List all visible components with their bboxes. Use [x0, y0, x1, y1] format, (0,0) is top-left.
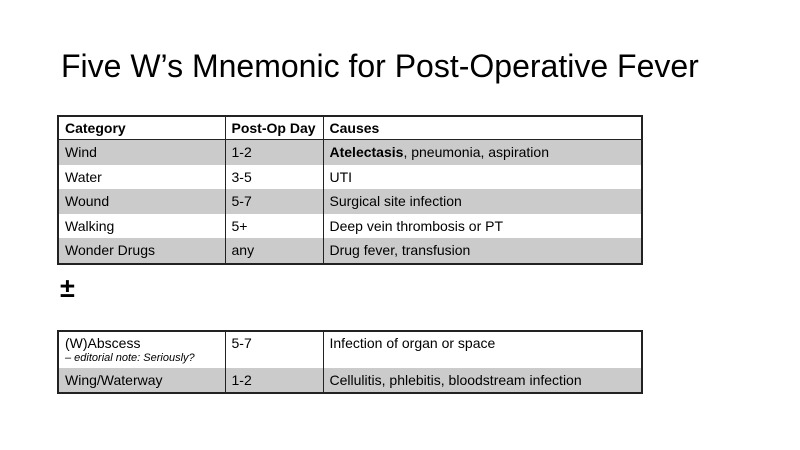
cell-category: Wound — [65, 193, 110, 210]
cell-causes — [323, 140, 642, 165]
table-header-row — [58, 116, 642, 140]
cell-postop-day: 3-5 — [225, 165, 323, 190]
additional-mnemonic-table — [57, 330, 643, 394]
slide-title: Five W’s Mnemonic for Post-Operative Fever — [61, 48, 699, 84]
table-row-walking — [58, 214, 642, 239]
cell-category-text: (W)Abscess — [65, 335, 141, 351]
cell-causes-rest-text: , pneumonia, aspiration — [403, 144, 549, 161]
table-row-wing-waterway — [58, 368, 642, 393]
cell-category: Walking — [65, 217, 115, 234]
cell-causes: Deep vein thrombosis or PT — [323, 214, 642, 239]
cell-category — [58, 331, 225, 368]
table-row-wind — [58, 140, 642, 165]
editorial-note: – editorial note: Seriously? — [65, 352, 195, 365]
cell-category: Wonder Drugs — [65, 242, 156, 259]
plus-minus-symbol: ± — [60, 273, 75, 303]
header-causes: Causes — [323, 116, 642, 140]
cell-category: Water — [65, 168, 102, 185]
cell-causes: Surgical site infection — [323, 189, 642, 214]
cell-causes: UTI — [323, 165, 642, 190]
table-row-abscess — [58, 331, 642, 368]
cell-postop-day: 1-2 — [225, 368, 323, 393]
cell-postop-day: 5+ — [225, 214, 323, 239]
cell-causes-bold-text: Atelectasis — [329, 144, 404, 161]
cell-category: Wind — [65, 144, 97, 161]
cell-causes: Infection of organ or space — [323, 331, 642, 368]
table-row-water — [58, 165, 642, 190]
cell-category: Wing/Waterway — [65, 372, 163, 388]
header-postop-day: Post-Op Day — [225, 116, 323, 140]
cell-postop-day: 5-7 — [225, 331, 323, 368]
cell-causes: Cellulitis, phlebitis, bloodstream infection — [323, 368, 642, 393]
cell-postop-day: 5-7 — [225, 189, 323, 214]
cell-postop-day: 1-2 — [225, 140, 323, 165]
cell-postop-day: any — [225, 238, 323, 264]
header-category: Category — [58, 116, 225, 140]
table-row-wound — [58, 189, 642, 214]
cell-causes: Drug fever, transfusion — [323, 238, 642, 264]
fever-mnemonic-table — [57, 115, 643, 265]
table-row-wonder-drugs — [58, 238, 642, 264]
